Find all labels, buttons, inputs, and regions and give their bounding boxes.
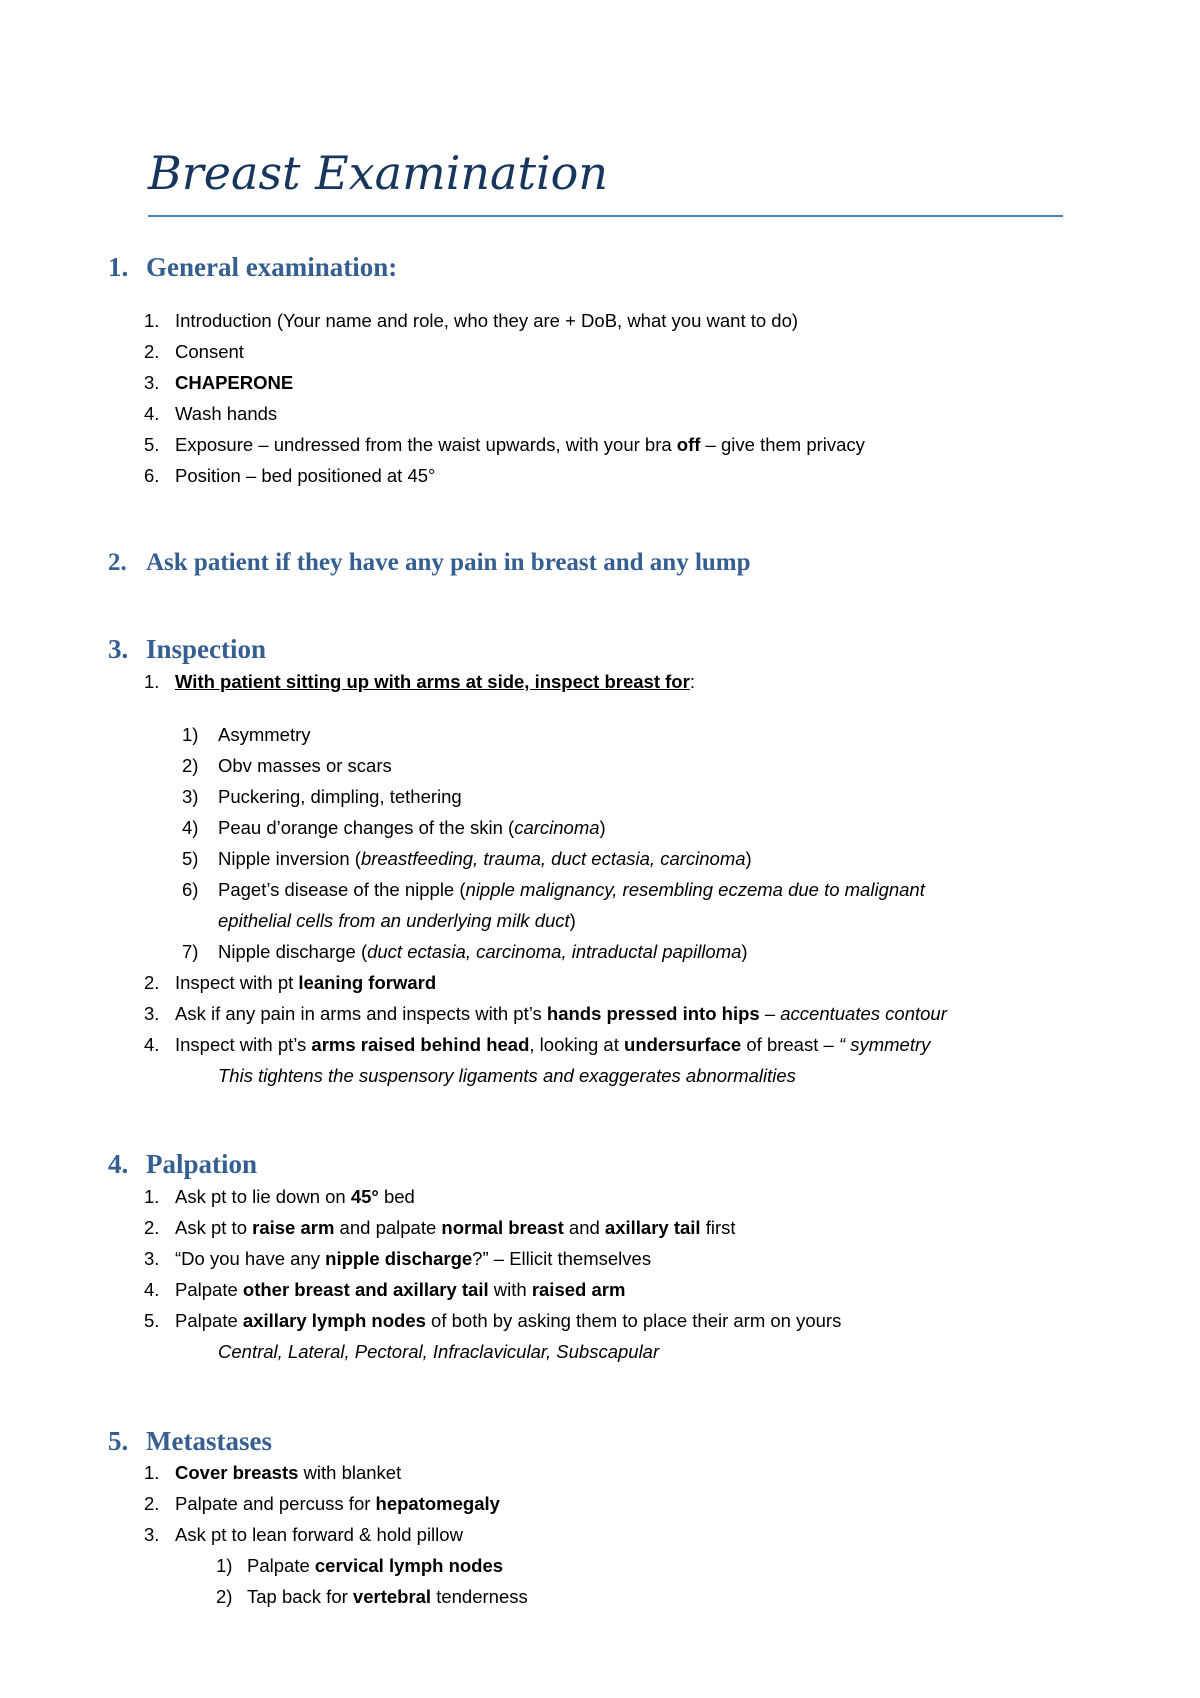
list-item (144, 403, 278, 424)
list-item-text: arms raised behind head (311, 1034, 530, 1055)
section-number: 4. (108, 1149, 129, 1179)
list-item (144, 1524, 463, 1545)
list-item-text: hands pressed into hips (546, 1003, 760, 1024)
list-item-text: “Do you have any (175, 1248, 326, 1269)
list-item-text: Palpate (247, 1555, 315, 1576)
list-marker: 1. (144, 671, 160, 692)
list-item-text: tenderness (431, 1586, 528, 1607)
list-marker: 4. (144, 1279, 160, 1300)
document-title: Breast Examination (148, 146, 608, 200)
list-item (144, 671, 695, 692)
list-marker: 5) (182, 848, 199, 869)
list-marker: 3. (144, 1248, 160, 1269)
inspection-note: This tightens the suspensory ligaments and exaggerates abnormalities (218, 1065, 796, 1086)
list-item (144, 1034, 931, 1055)
list-marker: 3. (144, 1524, 160, 1545)
sub-list-item (182, 724, 311, 745)
list-item (144, 1248, 652, 1269)
list-item-text: off (676, 434, 701, 455)
list-item-text: epithelial cells from an underlying milk duct (218, 910, 570, 931)
lymph-node-groups-note: Central, Lateral, Pectoral, Infraclavicular, Subscapular (218, 1341, 660, 1362)
list-item (144, 310, 799, 331)
list-item-text: Nipple inversion ( (218, 848, 361, 869)
sub-list-item (216, 1586, 528, 1607)
list-marker: 1) (216, 1555, 233, 1576)
list-item (144, 1217, 736, 1238)
list-item-text: Palpate (175, 1310, 243, 1331)
list-marker: 2. (144, 341, 160, 362)
list-item-text: Exposure – undressed from the waist upwards, with your bra (175, 434, 677, 455)
list-item (144, 465, 436, 486)
list-item-text: , looking at (529, 1034, 625, 1055)
list-item-text: duct ectasia, carcinoma, intraductal papilloma (367, 941, 742, 962)
list-item-text: ) (569, 910, 576, 931)
section-number: 3. (108, 634, 129, 664)
list-marker: 4. (144, 1034, 160, 1055)
list-item-text: Palpate (175, 1279, 243, 1300)
list-marker: 7) (182, 941, 199, 962)
list-item-text: cervical lymph nodes (314, 1555, 504, 1576)
list-item-text: Inspect with pt (175, 972, 299, 993)
list-item (144, 1279, 626, 1300)
sub-list-item (216, 1555, 504, 1576)
list-marker: 5. (144, 1310, 160, 1331)
list-item-text: Ask pt to lie down on (175, 1186, 351, 1207)
list-item-text: carcinoma (514, 817, 600, 838)
list-item-text: leaning forward (298, 972, 437, 993)
list-item-text: Obv masses or scars (218, 755, 392, 776)
sub-list-item (182, 786, 462, 807)
list-marker: 2. (144, 1217, 160, 1238)
list-item-text: of both by asking them to place their arm on yours (425, 1310, 842, 1331)
list-item-text: ) (745, 848, 752, 869)
list-item-text: – (759, 1003, 781, 1024)
list-item-text: breastfeeding, trauma, duct ectasia, carcinoma (360, 848, 746, 869)
section-heading-inspection (108, 636, 266, 663)
list-marker: 1. (144, 1462, 160, 1483)
list-marker: 3. (144, 1003, 160, 1024)
list-item-text: and palpate (334, 1217, 442, 1238)
list-item-text: undersurface (624, 1034, 742, 1055)
list-marker: 3) (182, 786, 199, 807)
list-item-text: Paget’s disease of the nipple ( (218, 879, 466, 900)
section-number: 1. (108, 252, 129, 282)
title-underline (148, 215, 1063, 217)
section-heading-general-examination (108, 254, 397, 281)
list-item-text: vertebral (352, 1586, 432, 1607)
list-item (144, 434, 865, 455)
sub-list-item (182, 817, 606, 838)
sub-list-item (218, 912, 576, 931)
list-item-text: ?” – Ellicit themselves (472, 1248, 652, 1269)
section-heading-ask-patient (108, 550, 751, 575)
list-marker: 2. (144, 1493, 160, 1514)
section-title: General examination: (146, 252, 398, 282)
list-marker: 6) (182, 879, 199, 900)
list-item-text: with (488, 1279, 532, 1300)
list-marker: 1. (144, 310, 160, 331)
list-item (144, 372, 294, 393)
section-title: Inspection (146, 634, 267, 664)
list-marker: 4) (182, 817, 199, 838)
list-marker: 1) (182, 724, 199, 745)
sub-list-item (182, 755, 392, 776)
section-title: Ask patient if they have any pain in breast and any lump (146, 549, 751, 576)
list-item-text: With patient sitting up with arms at side, inspect breast for (175, 671, 690, 692)
list-item (144, 1493, 500, 1514)
list-item-text: “ symmetry (838, 1034, 931, 1055)
list-item-text: Peau d’orange changes of the skin ( (218, 817, 515, 838)
list-item-text: axillary tail (604, 1217, 701, 1238)
list-item-text: normal breast (441, 1217, 564, 1238)
list-marker: 2. (144, 972, 160, 993)
list-item (144, 1310, 842, 1331)
list-item-text: accentuates contour (780, 1003, 947, 1024)
list-item-text: Asymmetry (218, 724, 311, 745)
section-heading-metastases (108, 1428, 272, 1455)
list-item-text: 45° (350, 1186, 379, 1207)
list-item-text: Ask pt to (175, 1217, 253, 1238)
list-marker: 5. (144, 434, 160, 455)
list-item-text: ) (599, 817, 606, 838)
section-number: 5. (108, 1426, 129, 1456)
list-marker: 1. (144, 1186, 160, 1207)
list-item-text: bed (378, 1186, 415, 1207)
list-item-text: and (563, 1217, 605, 1238)
list-item-text: Tap back for (247, 1586, 353, 1607)
list-item-text: Introduction (Your name and role, who they are + DoB, what you want to do) (175, 310, 799, 331)
list-item-text: with blanket (298, 1462, 402, 1483)
list-item-text: axillary lymph nodes (242, 1310, 426, 1331)
list-item (144, 1186, 415, 1207)
list-item (144, 1462, 402, 1483)
list-item-text: – give them privacy (700, 434, 865, 455)
list-marker: 3. (144, 372, 160, 393)
list-item-text: Inspect with pt’s (175, 1034, 312, 1055)
section-heading-palpation (108, 1151, 257, 1178)
list-item-text: raise arm (252, 1217, 335, 1238)
list-item-text: : (689, 671, 695, 692)
list-marker: 4. (144, 403, 160, 424)
list-item (144, 972, 437, 993)
sub-list-item (182, 941, 748, 962)
list-item-text: Wash hands (175, 403, 278, 424)
list-item-text: Puckering, dimpling, tethering (218, 786, 462, 807)
list-item-text: CHAPERONE (175, 372, 294, 393)
sub-list-item (182, 879, 925, 900)
sub-list-item (182, 848, 752, 869)
section-title: Metastases (146, 1426, 272, 1456)
list-item-text: Palpate and percuss for (175, 1493, 376, 1514)
list-marker: 2) (216, 1586, 233, 1607)
list-item-text: Ask if any pain in arms and inspects with pt’s (175, 1003, 547, 1024)
list-item (144, 341, 244, 362)
section-number: 2. (108, 549, 127, 576)
list-item-text: hepatomegaly (375, 1493, 500, 1514)
list-item-text: ) (741, 941, 748, 962)
list-marker: 6. (144, 465, 160, 486)
list-item-text: raised arm (531, 1279, 626, 1300)
list-item-text: Nipple discharge ( (218, 941, 368, 962)
list-item-text: Consent (175, 341, 244, 362)
list-item (144, 1003, 947, 1024)
section-title: Palpation (146, 1149, 258, 1179)
list-item-text: first (700, 1217, 736, 1238)
list-item-text: other breast and axillary tail (242, 1279, 489, 1300)
list-item-text: nipple discharge (325, 1248, 473, 1269)
list-item-text: Ask pt to lean forward & hold pillow (175, 1524, 463, 1545)
list-item-text: Position – bed positioned at 45° (175, 465, 436, 486)
list-marker: 2) (182, 755, 199, 776)
list-item-text: of breast – (741, 1034, 839, 1055)
list-item-text: nipple malignancy, resembling eczema due to malignant (465, 879, 925, 900)
list-item-text: Cover breasts (175, 1462, 299, 1483)
